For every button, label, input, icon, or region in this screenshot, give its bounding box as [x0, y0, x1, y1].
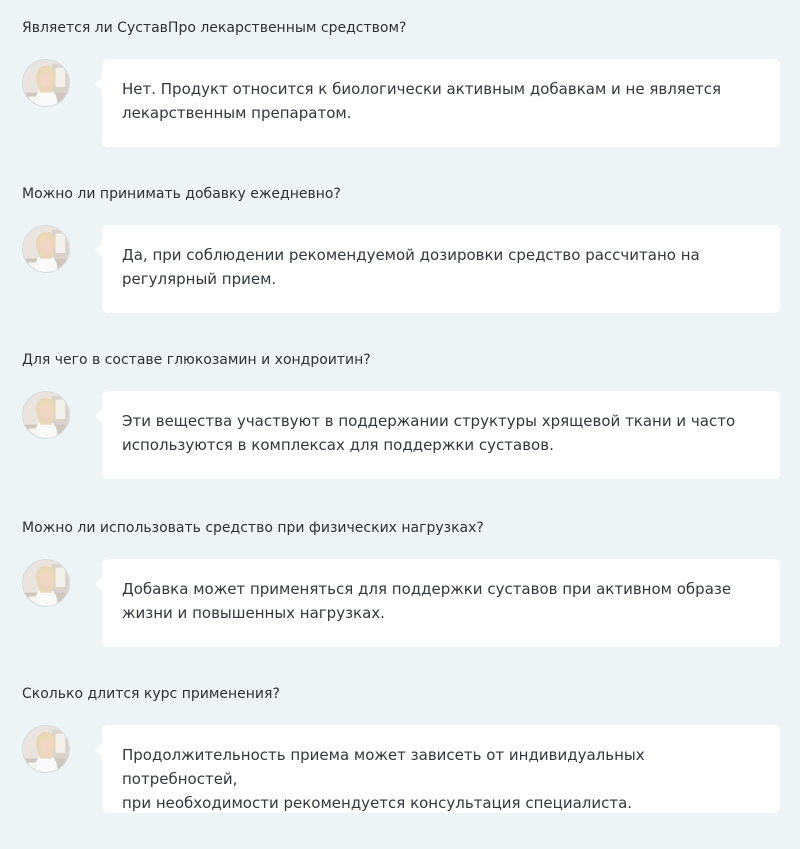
faq-answer-line: Нет. Продукт относится к биологически активным добавкам и не является	[122, 80, 722, 98]
faq-answer-bubble	[102, 725, 780, 813]
expert-avatar-icon	[22, 225, 70, 273]
faq-question: Сколько длится курс применения?	[22, 686, 280, 702]
faq-answer-bubble	[102, 559, 780, 647]
faq-answer-line: при необходимости рекомендуется консультация специалиста.	[122, 794, 633, 812]
faq-answer-bubble	[102, 391, 780, 479]
faq-question: Можно ли использовать средство при физических нагрузках?	[22, 520, 484, 536]
faq-answer-line: Добавка может применяться для поддержки суставов при активном образе	[122, 580, 732, 598]
faq-answer-bubble	[102, 225, 780, 313]
expert-avatar-icon	[22, 59, 70, 107]
faq-answer-line: используются в комплексах для поддержки суставов.	[122, 436, 554, 454]
faq-question: Для чего в составе глюкозамин и хондроитин?	[22, 352, 371, 368]
faq-answer-line: жизни и повышенных нагрузках.	[122, 604, 385, 622]
faq-answer-bubble	[102, 59, 780, 147]
faq-answer-line: Эти вещества участвуют в поддержании структуры хрящевой ткани и часто	[122, 412, 736, 430]
expert-avatar-icon	[22, 559, 70, 607]
expert-avatar-icon	[22, 725, 70, 773]
faq-answer-line: регулярный прием.	[122, 270, 277, 288]
faq-answer-line: лекарственным препаратом.	[122, 104, 352, 122]
expert-avatar-icon	[22, 391, 70, 439]
faq-answer-line: Продолжительность приема может зависеть от индивидуальных потребностей,	[122, 746, 645, 788]
faq-question: Можно ли принимать добавку ежедневно?	[22, 186, 341, 202]
faq-question: Является ли СуставПро лекарственным средством?	[22, 20, 407, 36]
faq-answer-line: Да, при соблюдении рекомендуемой дозировки средство рассчитано на	[122, 246, 700, 264]
